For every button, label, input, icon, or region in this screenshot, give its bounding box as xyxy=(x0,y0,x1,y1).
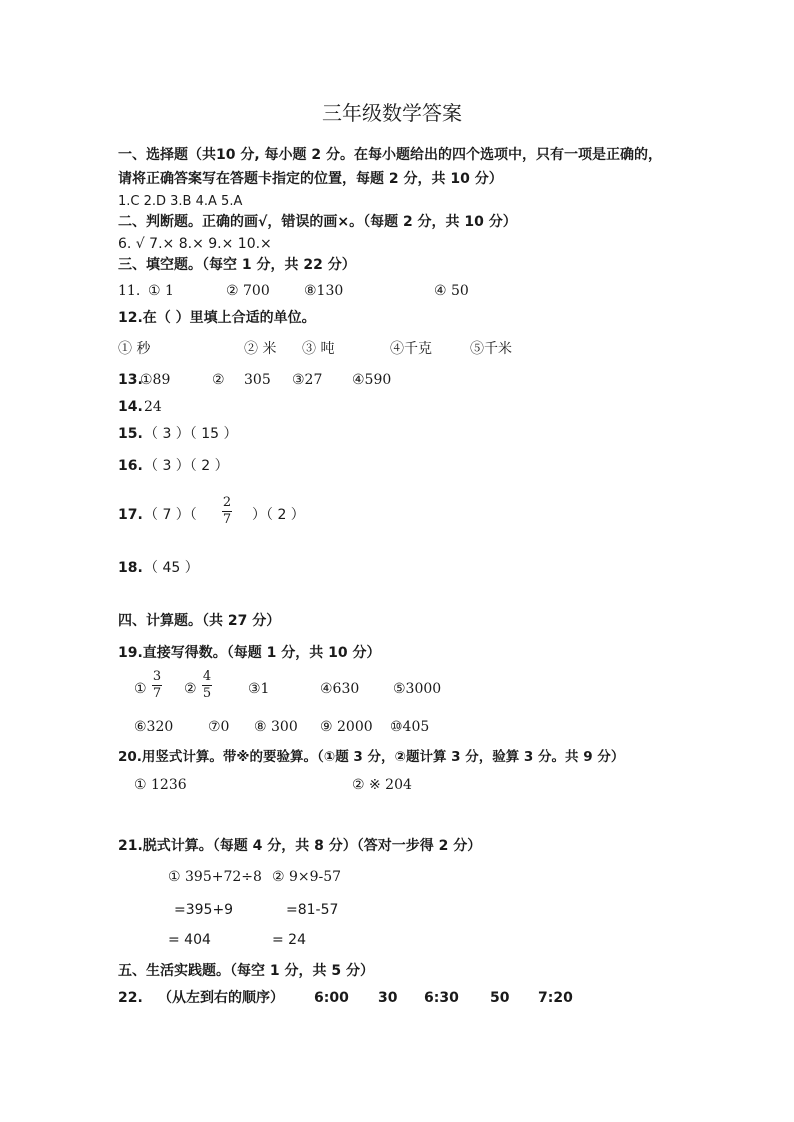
q22-note: （从左到右的顺序） xyxy=(158,990,284,1006)
q14-answer: 24 xyxy=(144,399,162,415)
q13-number: 13. xyxy=(118,372,143,388)
section-5-heading: 五、生活实践题。（每空 1 分，共 5 分） xyxy=(118,963,374,979)
q18-number: 18. xyxy=(118,560,143,576)
q19-answer-8: ⑧ 300 xyxy=(254,719,298,735)
q18-answer: （ 45 ） xyxy=(144,560,199,576)
q11-answer-1: ① 1 xyxy=(148,283,174,299)
q17-fraction-numerator: 2 xyxy=(222,495,232,510)
q13-answer-1: ①89 xyxy=(140,372,171,388)
q19-answer-7: ⑦0 xyxy=(208,719,230,735)
section-1-heading-cont: 请将正确答案写在答题卡指定的位置，每题 2 分，共 10 分） xyxy=(118,171,503,187)
q19-answer-2-numerator: 4 xyxy=(202,669,212,684)
q19-answer-2-marker: ② xyxy=(184,681,197,697)
q13-answer-2-marker: ② xyxy=(212,372,225,388)
q20-answer-2: ② ※ 204 xyxy=(352,777,412,793)
section-3-heading: 三、填空题。（每空 1 分，共 22 分） xyxy=(118,257,356,273)
q11-answer-2: ② 700 xyxy=(226,283,270,299)
q19-answer-5: ⑤3000 xyxy=(393,681,442,697)
q19-answer-1-fraction xyxy=(152,670,162,701)
q17-number: 17. xyxy=(118,507,143,523)
q21-step-1a: =395+9 xyxy=(174,902,234,918)
q17-fraction-denominator: 7 xyxy=(222,512,232,527)
q19-answer-1-marker: ① xyxy=(134,681,147,697)
q22-answer-2: 30 xyxy=(378,990,398,1006)
q19-answer-2-denominator: 5 xyxy=(202,686,212,701)
q12-answer-3: ③ 吨 xyxy=(302,341,335,357)
q13-answer-3: ③27 xyxy=(292,372,323,388)
q22-answer-5: 7:20 xyxy=(538,990,573,1006)
q21-result-2: = 24 xyxy=(272,932,306,948)
q19-answer-1-numerator: 3 xyxy=(152,669,162,684)
q13-answer-4: ④590 xyxy=(352,372,392,388)
q22-number: 22. xyxy=(118,990,143,1006)
q19-answer-4: ④630 xyxy=(320,681,360,697)
q11-number: 11. xyxy=(118,283,141,299)
q20-answer-1: ① 1236 xyxy=(134,777,187,793)
q21-problem-2: ② 9×9-57 xyxy=(272,869,342,885)
q19-heading: 19.直接写得数。（每题 1 分，共 10 分） xyxy=(118,645,381,661)
q20-heading: 20.用竖式计算。带※的要验算。（①题 3 分，②题计算 3 分，验算 3 分。共 9 分） xyxy=(118,749,625,765)
q12-heading: 12.在（ ）里填上合适的单位。 xyxy=(118,310,316,326)
q12-answer-1: ① 秒 xyxy=(118,341,151,357)
q17-answer-3: ）（ 2 ） xyxy=(252,507,305,523)
q16-number: 16. xyxy=(118,458,143,474)
q16-answer: （ 3 ）（ 2 ） xyxy=(144,458,229,474)
q14-number: 14. xyxy=(118,399,143,415)
q21-result-1: = 404 xyxy=(168,932,211,948)
q19-answer-3: ③1 xyxy=(248,681,270,697)
q17-answer-1: （ 7 ）（ xyxy=(144,507,197,523)
q12-answer-2: ② 米 xyxy=(244,341,277,357)
section-1-answers: 1.C 2.D 3.B 4.A 5.A xyxy=(118,194,243,209)
q22-answer-4: 50 xyxy=(490,990,510,1006)
q21-heading: 21.脱式计算。（每题 4 分，共 8 分）（答对一步得 2 分） xyxy=(118,838,482,854)
q21-problem-1: ① 395+72÷8 xyxy=(168,869,262,885)
q13-answer-2: 305 xyxy=(244,372,271,388)
q19-answer-9: ⑨ 2000 xyxy=(320,719,373,735)
q11-answer-4: ④ 50 xyxy=(434,283,469,299)
q19-answer-2-fraction xyxy=(202,670,212,701)
q19-answer-10: ⑩405 xyxy=(390,719,430,735)
q12-answer-4: ④千克 xyxy=(390,341,432,357)
q11-answer-3: ⑧130 xyxy=(304,283,344,299)
q22-answer-3: 6:30 xyxy=(424,990,459,1006)
q15-number: 15. xyxy=(118,426,143,442)
q19-answer-6: ⑥320 xyxy=(134,719,174,735)
q21-step-2a: =81-57 xyxy=(286,902,339,918)
section-2-answers: 6. √ 7.× 8.× 9.× 10.× xyxy=(118,236,272,252)
q19-answer-1-denominator: 7 xyxy=(152,686,162,701)
page-title: 三年级数学答案 xyxy=(322,101,462,125)
q22-answer-1: 6:00 xyxy=(314,990,349,1006)
section-2-heading: 二、判断题。正确的画√，错误的画×。（每题 2 分，共 10 分） xyxy=(118,214,517,230)
q15-answer: （ 3 ）（ 15 ） xyxy=(144,426,238,442)
section-4-heading: 四、计算题。（共 27 分） xyxy=(118,613,281,629)
section-1-heading: 一、选择题（共10 分, 每小题 2 分。在每小题给出的四个选项中，只有一项是正确的， xyxy=(118,147,663,163)
q12-answer-5: ⑤千米 xyxy=(470,341,512,357)
q17-fraction xyxy=(222,496,232,527)
